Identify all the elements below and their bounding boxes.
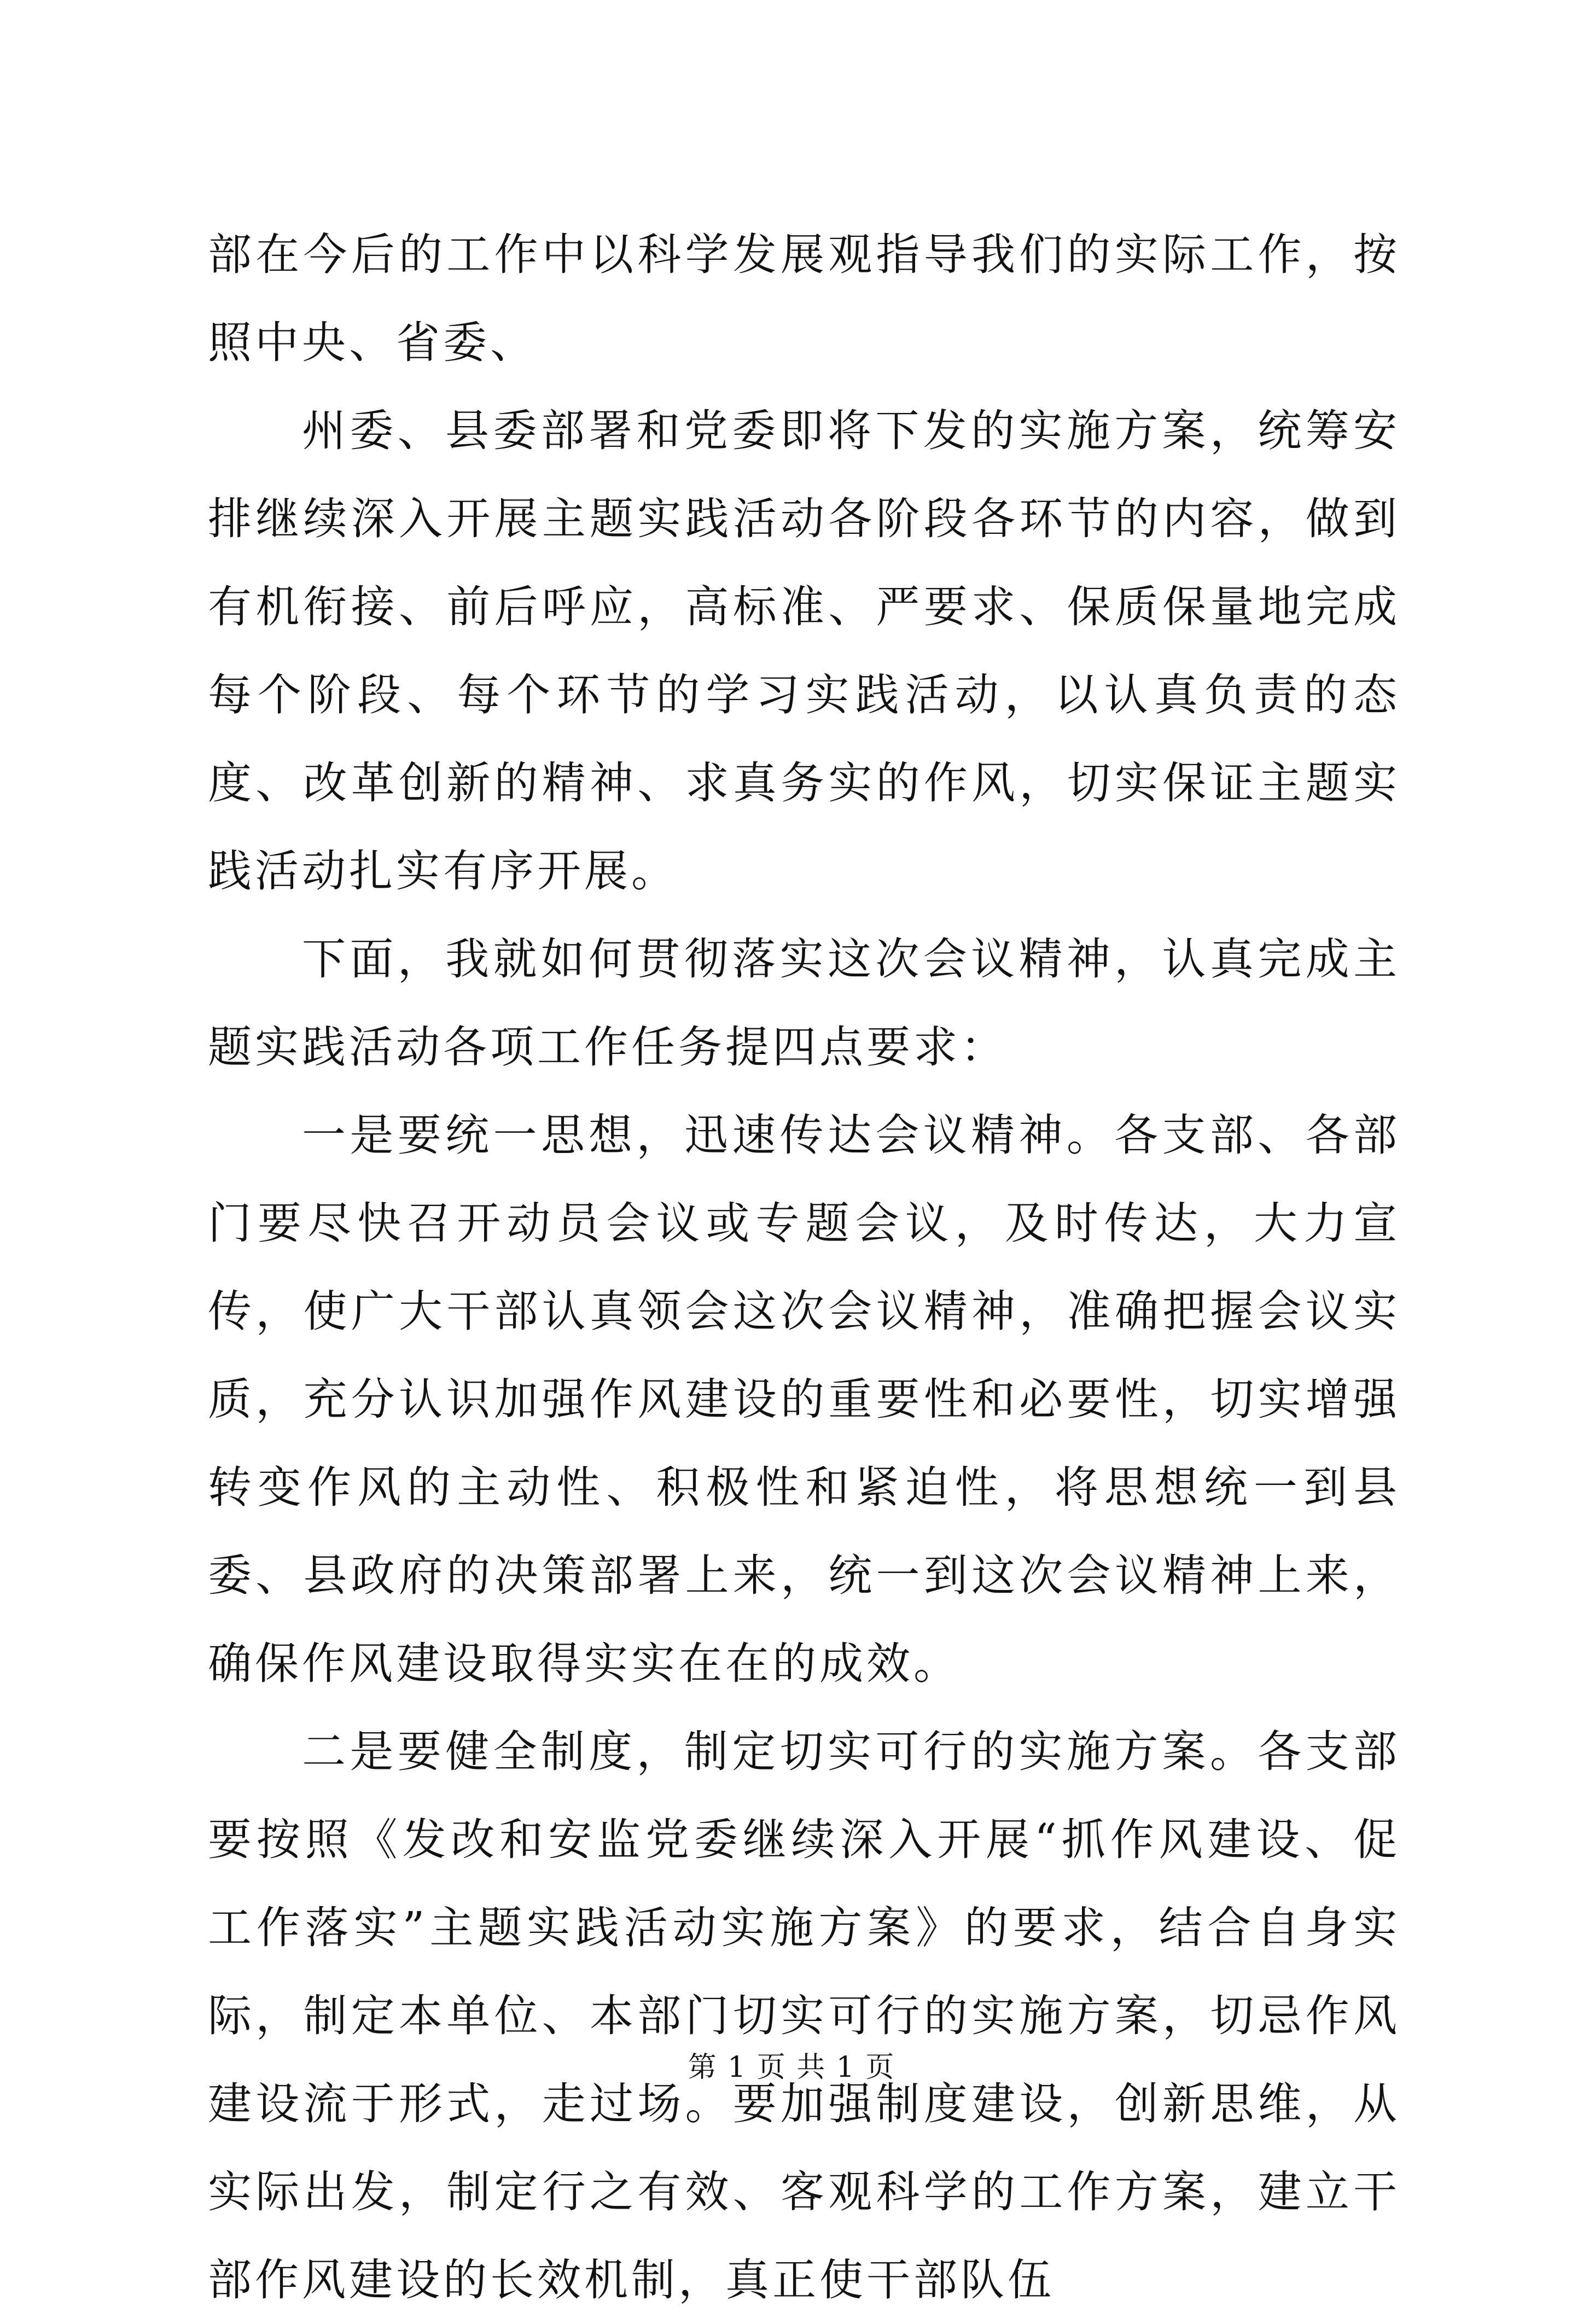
- paragraph-requirement-two: 二是要健全制度，制定切实可行的实施方案。各支部要按照《发改和安监党委继续深入开展“抓作风建设、促工作落实”主题实践活动实施方案》的要求，结合自身实际，制定本单位、本部门切实可行的实施方案，切忌作风建设流于形式，走过场。要加强制度建设，创新思维，从实际出发，制定行之有效、客观科学的工作方案，建立干部作风建设的长效机制，真正使干部队伍: [208, 1726, 1400, 2305]
- paragraph-requirements-intro: 下面，我就如何贯彻落实这次会议精神，认真完成主题实践活动各项工作任务提四点要求：: [208, 934, 1400, 1073]
- document-body: [208, 211, 1400, 2324]
- paragraph-implementation-plan: 州委、县委部署和党委即将下发的实施方案，统筹安排继续深入开展主题实践活动各阶段各环节的内容，做到有机衔接、前后呼应，高标准、严要求、保质保量地完成每个阶段、每个环节的学习实践活动，以认真负责的态度、改革创新的精神、求真务实的作风，切实保证主题实践活动扎实有序开展。: [208, 405, 1400, 896]
- paragraph-requirement-one: 一是要统一思想，迅速传达会议精神。各支部、各部门要尽快召开动员会议或专题会议，及时传达，大力宣传，使广大干部认真领会这次会议精神，准确把握会议实质，充分认识加强作风建设的重要性和必要性，切实增强转变作风的主动性、积极性和紧迫性，将思想统一到县委、县政府的决策部署上来，统一到这次会议精神上来，确保作风建设取得实实在在的成效。: [208, 1110, 1400, 1689]
- page-number-footer: 第 1 页 共 1 页: [688, 2051, 895, 2084]
- paragraph-continued: 部在今后的工作中以科学发展观指导我们的实际工作，按照中央、省委、: [208, 229, 1400, 368]
